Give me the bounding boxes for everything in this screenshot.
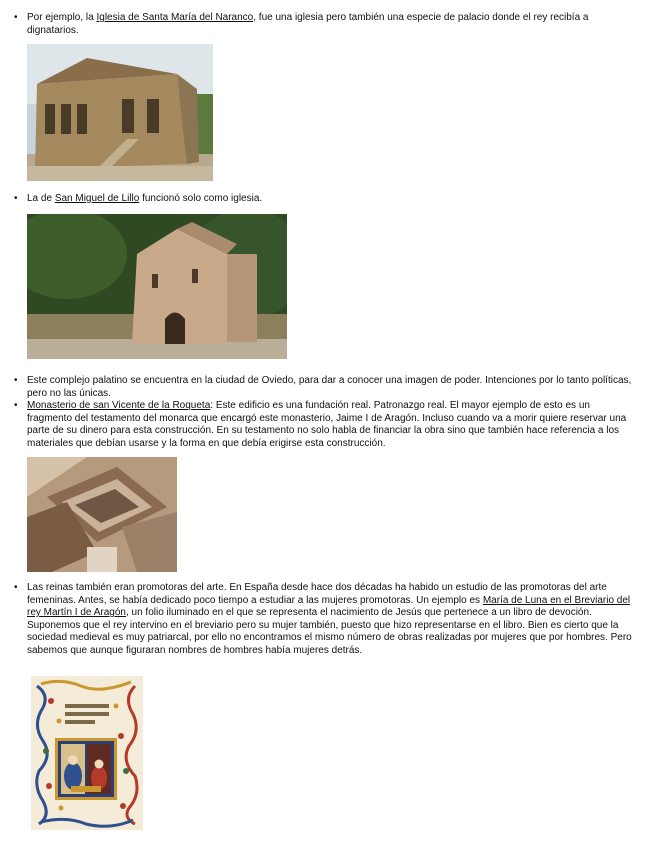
bullet-item-lillo [14,193,634,206]
text: La de [27,193,55,204]
link-san-miguel-de-lillo[interactable]: San Miguel de Lillo [54,193,140,204]
bullet-marker: • [14,193,18,204]
link-monasterio-san-vicente-de-la-roqueta[interactable]: Monasterio de san Vicente de la Roqueta [27,400,211,411]
bullet-item-roqueta [14,400,634,450]
paragraph-reinas [27,582,634,658]
paragraph-roqueta [27,400,634,450]
bullet-marker: • [14,582,18,593]
image-san-miguel-de-lillo [27,214,287,359]
text: Las reinas también eran promotoras del arte. En España desde hace dos décadas ha habido un estudio de las promotoras del arte femeninas. Antes, se había dedicado poco tiempo a estudiar a las mujeres promotoras. Un ejemplo es [27,582,607,606]
paragraph-naranco [27,12,634,37]
bullet-marker: • [14,375,18,386]
paragraph-lillo [27,193,634,206]
bullet-marker: • [14,12,18,23]
link-santa-maria-del-naranco[interactable]: Iglesia de Santa María del Naranco [96,12,254,23]
text: , un folio iluminado en el que se representa el nacimiento de Jesús que pertenece a un libro de devoción. Suponemos que el rey intervino en el breviario pero su mujer también, puesto que hizo representarse en el libro. Bien es cierto que la sociedad medieval es muy patriarcal, por ello no encontramos el mismo número de obras realizadas por mujeres que por hombres. Pero sabemos que aunque figuraran nombres de hombres había mujeres detrás. [27,607,632,656]
image-santa-maria-del-naranco [27,44,213,181]
link-maria-de-luna-breviario[interactable]: María de Luna en el Breviario del rey Martín I de Aragón [27,594,631,619]
paragraph-oviedo: Este complejo palatino se encuentra en la ciudad de Oviedo, para dar a conocer una imagen de poder. Intenciones por lo tanto políticas, pero no las únicas. [27,375,632,399]
text: : Este edificio es una fundación real. Patronazgo real. El mayor ejemplo de esto es un fragmento del testamento del monarca que encargó este monasterio, Jaime I de Aragón. Incluso cuando va a morir quiere reservar una parte de su dinero para esta construcción. En su testamento no solo habla de financiar la obra sino que también hace referencia a los materiales que debían usarse y la forma en que debía erigirse esta construcción. [27,400,627,449]
bullet-item-oviedo [14,375,634,400]
bullet-item-reinas [14,582,634,658]
image-monasterio-aerial [27,457,177,572]
text: funcionó solo como iglesia. [139,193,263,204]
text: , fue una iglesia pero también una especie de palacio donde el rey recibía a dignatarios. [27,12,589,36]
bullet-item-naranco [14,12,634,37]
bullet-marker: • [14,400,18,411]
image-breviario-folio [31,676,143,830]
text: Por ejemplo, la [27,12,97,23]
